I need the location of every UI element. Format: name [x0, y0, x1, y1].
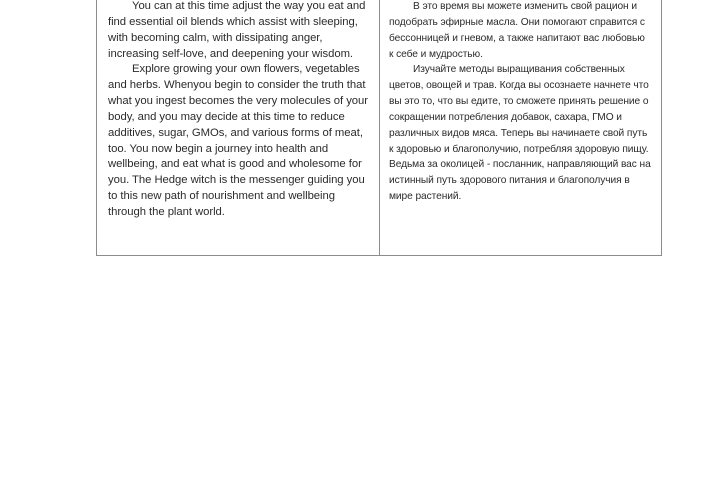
- russian-column: [380, 0, 661, 255]
- russian-paragraph: Изучайте методы выращивания собственных цветов, овощей и трав. Когда вы осознаете начнете что вы это то, что вы едите, то сможете принять решение о сокращении потребления добавок, сахара, ГМО и различных видов мяса. Теперь вы начинаете свой путь к здоровью и благополучию, потребляя здоровую пищу. Ведьма за околицей - посланник, направляющий вас на истинный путь здорового питания и благополучия в мире растений.: [389, 64, 651, 203]
- english-column: [97, 0, 380, 255]
- russian-paragraph: В это время вы можете изменить свой рацион и подобрать эфирные масла. Они помогают справится с бессонницей и гневом, а также напитают вас любовью к себе и мудростью.: [389, 1, 645, 60]
- english-paragraph: You can at this time adjust the way you eat and find essential oil blends which assist with sleeping, with becoming calm, with dissipating anger, increasing self-love, and deepening your wisdom.: [108, 0, 366, 60]
- translation-table: [96, 0, 662, 256]
- english-paragraph: Explore growing your own flowers, vegetables and herbs. Whenyou begin to consider the truth that what you ingest becomes the very molecules of your body, and you may decide at this time to reduce additives, sugar, GMOs, and various forms of meat, too. You now begin a journey into health and wellbeing, and eat what is good and wholesome for you. The Hedge witch is the messenger guiding you to this new path of nourishment and wellbeing through the plant world.: [108, 63, 368, 218]
